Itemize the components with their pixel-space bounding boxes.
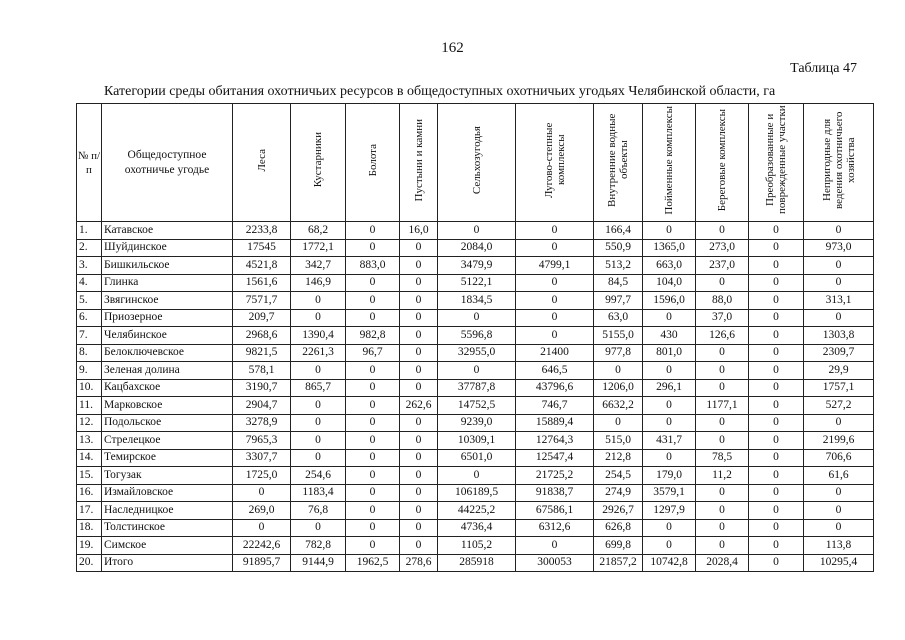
table-cell: 0 <box>346 309 400 327</box>
table-cell: 0 <box>643 537 696 555</box>
table-cell: 0 <box>400 257 438 275</box>
table-cell: 0 <box>516 239 594 257</box>
table-cell: 0 <box>749 449 804 467</box>
table-cell: 269,0 <box>233 502 291 520</box>
table-cell: 3278,9 <box>233 414 291 432</box>
table-cell: 0 <box>749 239 804 257</box>
header-col: Преобразованные и поврежденные участки <box>749 104 804 222</box>
row-number: 20. <box>77 554 102 572</box>
table-cell: 2904,7 <box>233 397 291 415</box>
row-number: 4. <box>77 274 102 292</box>
table-cell: 237,0 <box>696 257 749 275</box>
habitat-table <box>76 103 874 572</box>
table-cell: 0 <box>643 449 696 467</box>
table-row <box>77 309 874 327</box>
table-cell: 21857,2 <box>594 554 643 572</box>
table-cell: 21725,2 <box>516 467 594 485</box>
table-cell: 0 <box>516 309 594 327</box>
hunting-ground-name: Тогузак <box>102 467 233 485</box>
table-cell: 104,0 <box>643 274 696 292</box>
table-cell: 10309,1 <box>438 432 516 450</box>
table-cell: 212,8 <box>594 449 643 467</box>
table-cell: 0 <box>749 554 804 572</box>
table-cell: 274,9 <box>594 484 643 502</box>
table-cell: 0 <box>346 537 400 555</box>
row-number: 1. <box>77 222 102 240</box>
table-cell: 0 <box>400 502 438 520</box>
table-cell: 0 <box>346 519 400 537</box>
table-cell: 0 <box>696 379 749 397</box>
table-row <box>77 467 874 485</box>
table-cell: 1834,5 <box>438 292 516 310</box>
table-cell: 0 <box>749 484 804 502</box>
table-cell: 17545 <box>233 239 291 257</box>
table-cell: 43796,6 <box>516 379 594 397</box>
table-cell: 0 <box>291 397 346 415</box>
table-cell: 0 <box>804 502 874 520</box>
table-cell: 2233,8 <box>233 222 291 240</box>
table-cell: 1772,1 <box>291 239 346 257</box>
hunting-ground-name: Глинка <box>102 274 233 292</box>
hunting-ground-name: Кацбахское <box>102 379 233 397</box>
table-cell: 0 <box>400 432 438 450</box>
hunting-ground-name: Наследницкое <box>102 502 233 520</box>
table-cell: 76,8 <box>291 502 346 520</box>
table-cell: 0 <box>438 309 516 327</box>
table-cell: 0 <box>438 222 516 240</box>
table-cell: 67586,1 <box>516 502 594 520</box>
header-col: Непригодные для ведения охотничьего хозяйства <box>804 104 874 222</box>
table-row <box>77 519 874 537</box>
table-cell: 88,0 <box>696 292 749 310</box>
table-cell: 0 <box>400 484 438 502</box>
row-number: 15. <box>77 467 102 485</box>
table-cell: 262,6 <box>400 397 438 415</box>
table-cell: 0 <box>400 274 438 292</box>
row-number: 10. <box>77 379 102 397</box>
header-col: Болота <box>346 104 400 222</box>
table-cell: 0 <box>804 274 874 292</box>
table-cell: 883,0 <box>346 257 400 275</box>
table-cell: 254,6 <box>291 467 346 485</box>
table-cell: 2926,7 <box>594 502 643 520</box>
table-cell: 9821,5 <box>233 344 291 362</box>
header-col: Внутренние водные объекты <box>594 104 643 222</box>
table-cell: 0 <box>346 449 400 467</box>
table-cell: 1962,5 <box>346 554 400 572</box>
table-cell: 126,6 <box>696 327 749 345</box>
table-row <box>77 449 874 467</box>
table-cell: 3579,1 <box>643 484 696 502</box>
hunting-ground-name: Измайловское <box>102 484 233 502</box>
table-cell: 0 <box>696 274 749 292</box>
table-cell: 300053 <box>516 554 594 572</box>
table-row <box>77 274 874 292</box>
table-cell: 7965,3 <box>233 432 291 450</box>
table-cell: 273,0 <box>696 239 749 257</box>
table-cell: 0 <box>749 502 804 520</box>
table-cell: 0 <box>346 467 400 485</box>
table-cell: 63,0 <box>594 309 643 327</box>
table-cell: 0 <box>346 502 400 520</box>
table-cell: 0 <box>696 432 749 450</box>
table-cell: 296,1 <box>643 379 696 397</box>
table-cell: 22242,6 <box>233 537 291 555</box>
table-cell: 0 <box>696 519 749 537</box>
table-cell: 68,2 <box>291 222 346 240</box>
table-row <box>77 344 874 362</box>
table-cell: 0 <box>346 379 400 397</box>
row-number: 16. <box>77 484 102 502</box>
table-cell: 782,8 <box>291 537 346 555</box>
table-cell: 0 <box>516 274 594 292</box>
table-cell: 0 <box>696 362 749 380</box>
table-cell: 285918 <box>438 554 516 572</box>
table-row <box>77 362 874 380</box>
table-cell: 997,7 <box>594 292 643 310</box>
table-row <box>77 537 874 555</box>
table-cell: 1183,4 <box>291 484 346 502</box>
hunting-ground-name: Челябинское <box>102 327 233 345</box>
table-cell: 0 <box>749 397 804 415</box>
table-cell: 0 <box>749 327 804 345</box>
table-cell: 0 <box>291 414 346 432</box>
row-number: 6. <box>77 309 102 327</box>
table-cell: 0 <box>749 344 804 362</box>
hunting-ground-name: Приозерное <box>102 309 233 327</box>
table-cell: 0 <box>643 362 696 380</box>
hunting-ground-name: Марковское <box>102 397 233 415</box>
table-cell: 1725,0 <box>233 467 291 485</box>
table-cell: 1297,9 <box>643 502 696 520</box>
header-col: Лугово-степные комплексы <box>516 104 594 222</box>
table-cell: 5155,0 <box>594 327 643 345</box>
table-cell: 0 <box>643 397 696 415</box>
table-cell: 1757,1 <box>804 379 874 397</box>
table-cell: 0 <box>804 222 874 240</box>
table-cell: 0 <box>594 414 643 432</box>
table-row <box>77 502 874 520</box>
table-cell: 746,7 <box>516 397 594 415</box>
row-number: 19. <box>77 537 102 555</box>
table-cell: 106189,5 <box>438 484 516 502</box>
table-cell: 0 <box>400 414 438 432</box>
table-cell: 1390,4 <box>291 327 346 345</box>
table-cell: 0 <box>594 362 643 380</box>
table-cell: 0 <box>400 519 438 537</box>
table-cell: 513,2 <box>594 257 643 275</box>
table-cell: 0 <box>804 519 874 537</box>
table-cell: 0 <box>346 292 400 310</box>
table-cell: 0 <box>346 484 400 502</box>
table-cell: 0 <box>291 519 346 537</box>
table-cell: 578,1 <box>233 362 291 380</box>
table-cell: 0 <box>400 537 438 555</box>
table-cell: 0 <box>643 222 696 240</box>
table-cell: 11,2 <box>696 467 749 485</box>
table-cell: 3479,9 <box>438 257 516 275</box>
row-number: 7. <box>77 327 102 345</box>
table-cell: 2968,6 <box>233 327 291 345</box>
hunting-ground-name: Итого <box>102 554 233 572</box>
table-cell: 4736,4 <box>438 519 516 537</box>
hunting-ground-name: Звягинское <box>102 292 233 310</box>
table-cell: 0 <box>346 362 400 380</box>
table-cell: 663,0 <box>643 257 696 275</box>
table-cell: 0 <box>749 519 804 537</box>
table-cell: 6312,6 <box>516 519 594 537</box>
table-cell: 254,5 <box>594 467 643 485</box>
table-cell: 0 <box>346 222 400 240</box>
table-cell: 44225,2 <box>438 502 516 520</box>
table-cell: 6501,0 <box>438 449 516 467</box>
table-cell: 0 <box>400 449 438 467</box>
table-cell: 527,2 <box>804 397 874 415</box>
header-col: Леса <box>233 104 291 222</box>
table-cell: 0 <box>749 414 804 432</box>
table-cell: 0 <box>696 502 749 520</box>
table-cell: 0 <box>749 257 804 275</box>
table-cell: 61,6 <box>804 467 874 485</box>
table-cell: 1206,0 <box>594 379 643 397</box>
table-cell: 431,7 <box>643 432 696 450</box>
hunting-ground-name: Шуйдинское <box>102 239 233 257</box>
table-cell: 0 <box>804 414 874 432</box>
table-cell: 6632,2 <box>594 397 643 415</box>
hunting-ground-name: Стрелецкое <box>102 432 233 450</box>
table-cell: 1596,0 <box>643 292 696 310</box>
header-num: № п/п <box>77 104 102 222</box>
table-cell: 0 <box>643 519 696 537</box>
table-cell: 0 <box>346 274 400 292</box>
table-row <box>77 397 874 415</box>
table-cell: 1365,0 <box>643 239 696 257</box>
table-cell: 29,9 <box>804 362 874 380</box>
header-col: Пойменные комплексы <box>643 104 696 222</box>
table-cell: 977,8 <box>594 344 643 362</box>
table-cell: 10742,8 <box>643 554 696 572</box>
table-cell: 699,8 <box>594 537 643 555</box>
table-cell: 2028,4 <box>696 554 749 572</box>
table-cell: 0 <box>749 362 804 380</box>
table-cell: 0 <box>804 484 874 502</box>
table-cell: 37,0 <box>696 309 749 327</box>
hunting-ground-name: Симское <box>102 537 233 555</box>
header-col: Кустарники <box>291 104 346 222</box>
table-row <box>77 327 874 345</box>
table-cell: 0 <box>749 274 804 292</box>
table-cell: 626,8 <box>594 519 643 537</box>
table-cell: 0 <box>291 449 346 467</box>
table-cell: 32955,0 <box>438 344 516 362</box>
hunting-ground-name: Зеленая долина <box>102 362 233 380</box>
table-cell: 113,8 <box>804 537 874 555</box>
table-cell: 21400 <box>516 344 594 362</box>
row-number: 2. <box>77 239 102 257</box>
table-cell: 7571,7 <box>233 292 291 310</box>
table-row <box>77 292 874 310</box>
table-cell: 0 <box>400 292 438 310</box>
table-cell: 1561,6 <box>233 274 291 292</box>
table-cell: 0 <box>749 292 804 310</box>
table-cell: 37787,8 <box>438 379 516 397</box>
table-cell: 5122,1 <box>438 274 516 292</box>
table-cell: 0 <box>749 537 804 555</box>
row-number: 17. <box>77 502 102 520</box>
document-title: Категории среды обитания охотничьих ресурсов в общедоступных охотничьих угодьях Челябинской области, га <box>104 84 776 99</box>
table-cell: 0 <box>233 484 291 502</box>
table-cell: 146,9 <box>291 274 346 292</box>
table-cell: 0 <box>233 519 291 537</box>
table-cell: 1105,2 <box>438 537 516 555</box>
table-cell: 801,0 <box>643 344 696 362</box>
hunting-ground-name: Толстинское <box>102 519 233 537</box>
table-cell: 14752,5 <box>438 397 516 415</box>
table-cell: 0 <box>400 309 438 327</box>
table-cell: 0 <box>291 432 346 450</box>
header-col: Сельхозугодья <box>438 104 516 222</box>
row-number: 14. <box>77 449 102 467</box>
row-number: 18. <box>77 519 102 537</box>
table-cell: 0 <box>291 362 346 380</box>
table-cell: 313,1 <box>804 292 874 310</box>
table-cell: 515,0 <box>594 432 643 450</box>
hunting-ground-name: Бишкильское <box>102 257 233 275</box>
table-cell: 342,7 <box>291 257 346 275</box>
table-cell: 550,9 <box>594 239 643 257</box>
table-cell: 430 <box>643 327 696 345</box>
row-number: 12. <box>77 414 102 432</box>
table-cell: 0 <box>696 222 749 240</box>
row-number: 13. <box>77 432 102 450</box>
table-cell: 973,0 <box>804 239 874 257</box>
table-cell: 0 <box>346 239 400 257</box>
table-cell: 0 <box>749 432 804 450</box>
table-cell: 0 <box>400 239 438 257</box>
table-cell: 4799,1 <box>516 257 594 275</box>
table-cell: 0 <box>749 467 804 485</box>
table-cell: 3307,7 <box>233 449 291 467</box>
table-row <box>77 239 874 257</box>
table-cell: 982,8 <box>346 327 400 345</box>
table-cell: 0 <box>749 379 804 397</box>
table-row <box>77 379 874 397</box>
hunting-ground-name: Белоключевское <box>102 344 233 362</box>
table-cell: 1303,8 <box>804 327 874 345</box>
row-number: 9. <box>77 362 102 380</box>
table-row <box>77 554 874 572</box>
hunting-ground-name: Катавское <box>102 222 233 240</box>
row-number: 11. <box>77 397 102 415</box>
table-cell: 179,0 <box>643 467 696 485</box>
table-cell: 15889,4 <box>516 414 594 432</box>
header-row <box>77 104 874 222</box>
table-cell: 2084,0 <box>438 239 516 257</box>
table-cell: 0 <box>400 362 438 380</box>
table-cell: 3190,7 <box>233 379 291 397</box>
table-cell: 646,5 <box>516 362 594 380</box>
table-cell: 166,4 <box>594 222 643 240</box>
header-col: Береговые комплексы <box>696 104 749 222</box>
table-cell: 9239,0 <box>438 414 516 432</box>
table-cell: 84,5 <box>594 274 643 292</box>
table-cell: 2261,3 <box>291 344 346 362</box>
table-cell: 9144,9 <box>291 554 346 572</box>
table-row <box>77 432 874 450</box>
table-cell: 0 <box>346 432 400 450</box>
table-cell: 0 <box>400 379 438 397</box>
table-cell: 0 <box>804 257 874 275</box>
page-number: 162 <box>441 40 464 56</box>
table-row <box>77 222 874 240</box>
table-cell: 78,5 <box>696 449 749 467</box>
table-cell: 2309,7 <box>804 344 874 362</box>
table-cell: 16,0 <box>400 222 438 240</box>
header-name: Общедоступное охотничье угодье <box>102 104 233 222</box>
hunting-ground-name: Темирское <box>102 449 233 467</box>
table-cell: 0 <box>400 467 438 485</box>
table-cell: 0 <box>804 309 874 327</box>
table-cell: 0 <box>749 309 804 327</box>
table-body <box>77 222 874 572</box>
table-cell: 91895,7 <box>233 554 291 572</box>
table-row <box>77 257 874 275</box>
table-cell: 0 <box>400 327 438 345</box>
table-cell: 0 <box>438 362 516 380</box>
table-cell: 0 <box>749 222 804 240</box>
table-cell: 96,7 <box>346 344 400 362</box>
table-cell: 0 <box>696 537 749 555</box>
table-cell: 10295,4 <box>804 554 874 572</box>
table-row <box>77 484 874 502</box>
table-cell: 12547,4 <box>516 449 594 467</box>
table-cell: 12764,3 <box>516 432 594 450</box>
table-cell: 0 <box>346 414 400 432</box>
table-cell: 209,7 <box>233 309 291 327</box>
table-cell: 0 <box>516 222 594 240</box>
table-cell: 2199,6 <box>804 432 874 450</box>
table-cell: 91838,7 <box>516 484 594 502</box>
row-number: 8. <box>77 344 102 362</box>
table-cell: 0 <box>643 309 696 327</box>
table-label: Таблица 47 <box>790 61 857 76</box>
row-number: 3. <box>77 257 102 275</box>
table-cell: 0 <box>643 414 696 432</box>
table-cell: 0 <box>696 344 749 362</box>
table-cell: 0 <box>696 414 749 432</box>
table-cell: 0 <box>696 484 749 502</box>
table-cell: 1177,1 <box>696 397 749 415</box>
table-cell: 706,6 <box>804 449 874 467</box>
table-cell: 0 <box>291 309 346 327</box>
row-number: 5. <box>77 292 102 310</box>
table-cell: 0 <box>400 344 438 362</box>
table-cell: 278,6 <box>400 554 438 572</box>
table-cell: 4521,8 <box>233 257 291 275</box>
table-cell: 0 <box>516 292 594 310</box>
table-cell: 0 <box>438 467 516 485</box>
table-cell: 865,7 <box>291 379 346 397</box>
header-col: Пустыни и камни <box>400 104 438 222</box>
hunting-ground-name: Подольское <box>102 414 233 432</box>
table-cell: 0 <box>516 327 594 345</box>
table-cell: 5596,8 <box>438 327 516 345</box>
table-cell: 0 <box>291 292 346 310</box>
table-cell: 0 <box>516 537 594 555</box>
table-row <box>77 414 874 432</box>
table-cell: 0 <box>346 397 400 415</box>
